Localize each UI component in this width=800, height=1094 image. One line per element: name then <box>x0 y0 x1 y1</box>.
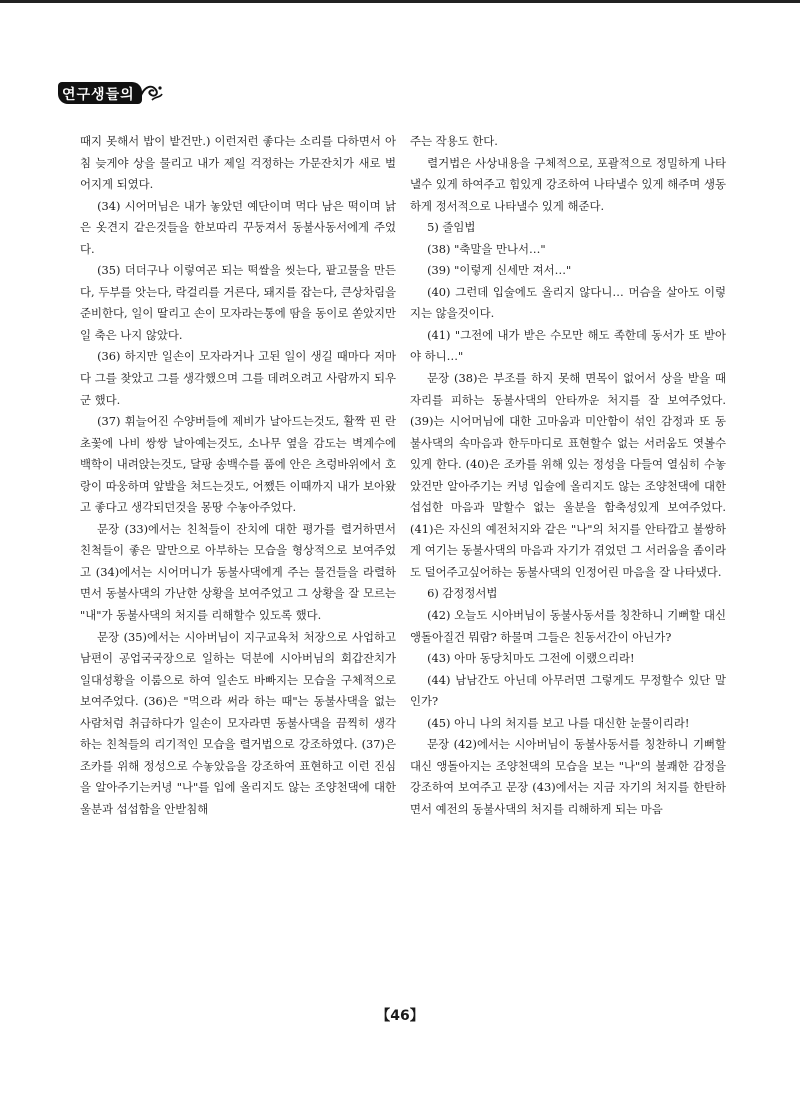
section-header <box>58 82 162 108</box>
right-column <box>410 131 726 821</box>
paragraph: 문장 (42)에서는 시아버님이 동불사동서를 칭찬하니 기뻐할 대신 앵돌아지는 조양천댁의 모습을 보는 "나"의 불쾌한 감정을 강조하여 보여주고 문장 (43)에서는 지금 자기의 처지를 한탄하면서 예전의 동불사댁의 처지를 리해하게 되는 마음 <box>410 737 726 816</box>
top-border-line <box>0 0 800 3</box>
paragraph: 때지 못해서 밥이 밭건만.) 이런저런 좋다는 소리를 다하면서 아침 늦게야 상을 물리고 내가 제일 걱정하는 가문잔치가 새로 벌어지게 되였다. <box>80 134 396 192</box>
paragraph: 렬거법은 사상내용을 구체적으로, 포괄적으로 정밀하게 나타낼수 있게 하여주고 힘있게 강조하여 나타낼수 있게 해주며 생동하게 정서적으로 나타낼수 있게 해준다. <box>410 155 726 213</box>
paragraph: 주는 작용도 한다. <box>410 134 498 148</box>
paragraph: 문장 (35)에서는 시아버님이 지구교육처 처장으로 사업하고 남편이 공업국국장으로 일하는 덕분에 시아버님의 회갑잔치가 일대성황을 이룸으로 하여 일손도 바빠지는 모습을 구체적으로 보여주었다. (36)은 "먹으라 써라 하는 때"는 동불사댁을 없는 사람처럼 취급하다가 일손이 모자라면 동불사댁을 끔찍히 생각하는 친척들의 리기적인 모습을 렬거법으로 강조하였다. (37)은 조카를 위해 정성으로 수놓았음을 강조하여 표현하고 이런 진심을 알아주기는커녕 "나"를 입에 올리지도 않는 조양천댁에 대한 울분과 섭섭함을 안받침해 <box>80 629 396 816</box>
paragraph: (35) 더더구나 이렇여곤 되는 떡쌀을 씻는다, 팥고물을 만든다, 두부를 앗는다, 락걸리를 거른다, 돼지를 잡는다, 큰상차림을 준비한다, 일이 딸리고 손이 모자라는통에 땀을 동이로 쏟았지만 일 축은 나지 않았다. <box>80 263 396 342</box>
decorative-scroll-icon <box>138 82 164 106</box>
example-sentence: (42) 오늘도 시아버님이 동불사동서를 칭찬하니 기뻐할 대신 앵돌아질건 뭐람? 하물며 그들은 친동서간이 아닌가? <box>410 608 726 644</box>
example-sentence: (40) 그런데 입술에도 올리지 않다니… 머슴을 살아도 이렇지는 않을것이다. <box>410 284 726 321</box>
example-sentence: (38) "축말을 만나서…" <box>427 241 546 256</box>
paragraph: (36) 하지만 일손이 모자라거나 고된 일이 생길 때마다 저마다 그를 찾았고 그를 생각했으며 그를 데려오려고 사람까지 되우군 했다. <box>80 349 396 407</box>
example-sentence: (44) 남남간도 아닌데 아무러면 그렇게도 무정할수 있단 말인가? <box>410 672 726 709</box>
page-number: 【46】 <box>376 1008 424 1024</box>
header-title: 연구생들의 <box>62 87 135 103</box>
example-sentence: (39) "이렇게 신세만 져서…" <box>427 263 572 278</box>
subsection-heading: 6) 감정정서법 <box>427 586 498 601</box>
paragraph: (34) 시어머님은 내가 놓았던 예단이며 먹다 남은 떡이며 낡은 옷견지 같은것들을 한보따리 꾸둥져서 동불사동서에게 주었다. <box>80 198 396 256</box>
subsection-heading: 5) 줄임법 <box>427 220 476 235</box>
paragraph: 문장 (38)은 부조를 하지 못해 면목이 없어서 상을 받을 때 자리를 피하는 동불사댁의 안타까운 처지를 잘 보여주었다. (39)는 시어머님에 대한 고마움과 미안함이 섞인 감정과 또 동불사댁의 속마음과 한두마디로 표현할수 없는 서러움도 엿볼수 있게 한다. (40)은 조카를 위해 있는 정성을 다들여 열심히 수놓았건만 알아주기는 커녕 입술에 올리지도 않는 조양천댁에 대한 섭섭한 마음과 말할수 없는 울분을 함축성있게 보여주었다. (41)은 자신의 예전처지와 같은 "나"의 처지를 안타깝고 불쌍하게 여기는 동불사댁의 마음과 자기가 겪었던 그 서러움을 좀이라도 덜어주고싶어하는 동불사댁의 인정어린 마음을 잘 나타냈다. <box>410 371 726 579</box>
paragraph: 문장 (33)에서는 친척들이 잔치에 대한 평가를 렬거하면서 친척들이 좋은 말만으로 아부하는 모습을 형상적으로 보여주었고 (34)에서는 시어머니가 동불사댁에게 주는 물건들을 라렬하면서 동불사댁의 가난한 상황을 보여주었고 그 상황을 잘 모르는 "내"가 동불사댁의 처지를 리해할수 있도록 했다. <box>80 521 396 623</box>
left-column <box>80 131 396 821</box>
example-sentence: (41) "그전에 내가 받은 수모만 해도 족한데 동서가 또 받아야 하니…" <box>410 327 726 364</box>
paragraph: (37) 휘늘어진 수양버들에 제비가 날아드는것도, 활짝 핀 란초꽃에 나비 쌍쌍 날아예는것도, 소나무 옆을 감도는 벽계수에 백학이 내려앉는것도, 달팡 송백수를 품에 안은 츠렁바위에서 호랑이 따웅하며 앞발을 쳐드는것도, 어쨌든 이때까지 내가 보아왔고 좋다고 생각되던것을 몽땅 수놓아주었다. <box>80 414 396 515</box>
example-sentence: (45) 아니 나의 처지를 보고 나를 대신한 눈물이리라! <box>427 715 690 730</box>
example-sentence: (43) 아마 동당치마도 그전에 이랬으리라! <box>427 651 635 666</box>
